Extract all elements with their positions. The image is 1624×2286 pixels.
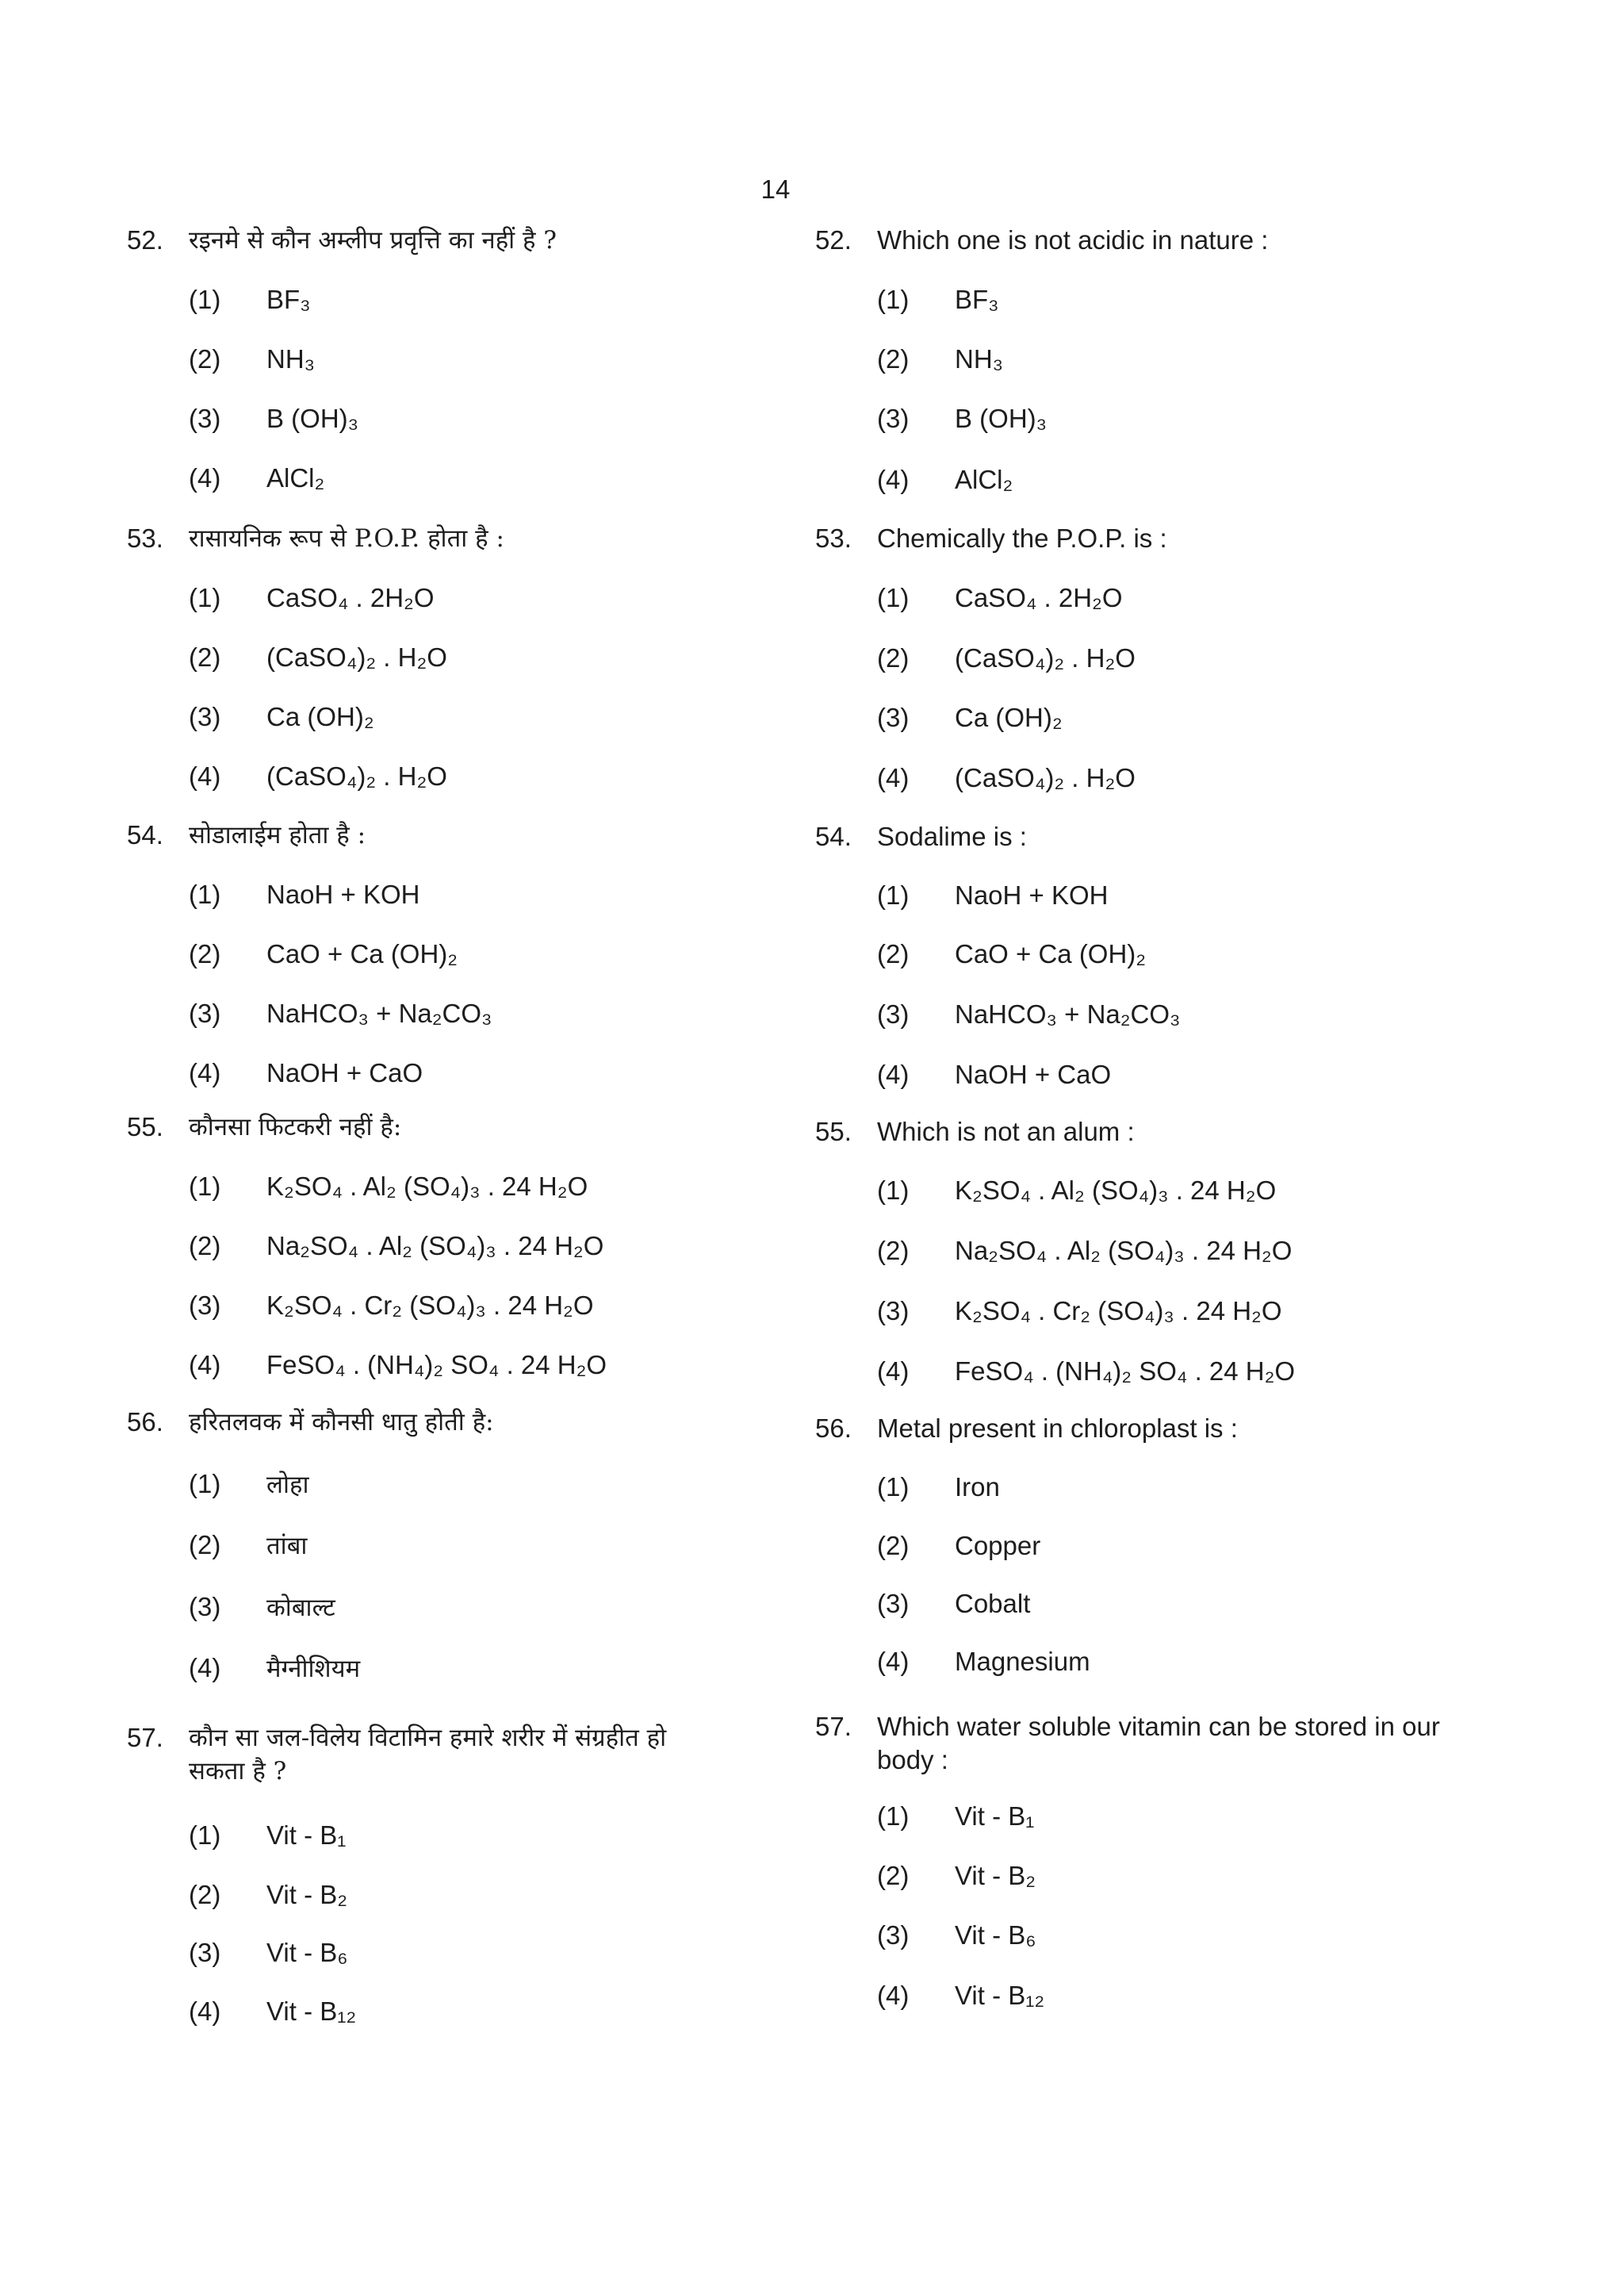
option-text: Vit - B₁ xyxy=(955,1801,1035,1831)
question-53 xyxy=(127,522,730,791)
option-3 xyxy=(877,1295,1282,1328)
option-4 xyxy=(189,1348,607,1382)
option-text: CaSO₄ . 2H₂O xyxy=(266,583,435,612)
option-number: (1) xyxy=(189,880,221,909)
option-2 xyxy=(877,1529,1040,1563)
question-stem xyxy=(127,1406,730,1439)
option-number: (1) xyxy=(877,1472,910,1502)
option-3 xyxy=(189,700,374,734)
option-3 xyxy=(877,1919,1036,1952)
option-number: (3) xyxy=(877,404,910,433)
option-3 xyxy=(189,1289,594,1322)
option-4 xyxy=(189,462,324,495)
option-1 xyxy=(877,283,999,316)
option-text: BF₃ xyxy=(266,285,311,314)
option-text: K₂SO₄ . Al₂ (SO₄)₃ . 24 H₂O xyxy=(266,1172,588,1201)
option-text: तांबा xyxy=(266,1532,308,1560)
question-number: 54. xyxy=(127,820,163,850)
option-text: मैग्नीशियम xyxy=(266,1655,361,1683)
option-4 xyxy=(877,1979,1044,2012)
option-1 xyxy=(877,1174,1276,1207)
question-text: Which one is not acidic in nature : xyxy=(877,225,1269,255)
option-number: (4) xyxy=(877,1060,910,1089)
option-number: (2) xyxy=(189,642,221,672)
option-text: कोबाल्ट xyxy=(266,1594,335,1622)
option-text: Na₂SO₄ . Al₂ (SO₄)₃ . 24 H₂O xyxy=(266,1231,604,1260)
option-1 xyxy=(877,581,1123,615)
option-3 xyxy=(189,1936,348,1970)
question-number: 56. xyxy=(127,1407,163,1436)
question-text: रइनमे से कौन अम्लीप प्रवृत्ति का नहीं है ? xyxy=(189,226,557,255)
question-text: रासायनिक रूप से P.O.P. होता है : xyxy=(189,524,504,553)
option-number: (4) xyxy=(189,1350,221,1379)
option-text: (CaSO₄)₂ . H₂O xyxy=(955,643,1136,673)
option-number: (3) xyxy=(877,1589,910,1618)
option-number: (1) xyxy=(189,1820,221,1850)
option-number: (3) xyxy=(189,1938,221,1967)
option-1 xyxy=(877,1800,1034,1833)
option-1 xyxy=(189,1467,309,1502)
question-number: 55. xyxy=(127,1112,163,1141)
option-number: (2) xyxy=(877,643,910,673)
option-number: (2) xyxy=(189,1530,221,1559)
question-number: 57. xyxy=(815,1712,852,1741)
option-number: (3) xyxy=(877,999,910,1029)
option-4 xyxy=(189,1651,360,1686)
option-number: (2) xyxy=(189,939,221,968)
question-stem xyxy=(815,1710,1450,1777)
question-52 xyxy=(127,224,730,493)
option-text: Vit - B₆ xyxy=(955,1920,1036,1950)
option-number: (3) xyxy=(189,702,221,731)
option-text: K₂SO₄ . Cr₂ (SO₄)₃ . 24 H₂O xyxy=(955,1296,1282,1325)
option-4 xyxy=(189,1057,423,1090)
option-number: (1) xyxy=(877,285,910,314)
option-number: (3) xyxy=(189,999,221,1028)
option-text: NH₃ xyxy=(266,344,316,374)
option-text: Na₂SO₄ . Al₂ (SO₄)₃ . 24 H₂O xyxy=(955,1236,1293,1265)
option-1 xyxy=(189,878,420,911)
question-stem xyxy=(815,224,1450,257)
option-number: (3) xyxy=(877,1920,910,1950)
option-number: (1) xyxy=(877,1801,910,1831)
option-text: FeSO₄ . (NH₄)₂ SO₄ . 24 H₂O xyxy=(955,1356,1296,1386)
option-number: (2) xyxy=(189,344,221,374)
option-1 xyxy=(189,581,435,615)
option-number: (4) xyxy=(189,761,221,791)
option-3 xyxy=(189,1590,335,1624)
option-2 xyxy=(189,1229,603,1263)
option-number: (3) xyxy=(877,1296,910,1325)
option-number: (2) xyxy=(877,939,910,968)
question-stem xyxy=(815,522,1450,555)
option-text: Ca (OH)₂ xyxy=(955,703,1063,732)
question-stem xyxy=(127,224,730,257)
option-text: Cobalt xyxy=(955,1589,1031,1618)
option-number: (1) xyxy=(877,1176,910,1205)
question-text: कौनसा फिटकरी नहीं है: xyxy=(189,1113,402,1141)
question-54 xyxy=(815,820,1450,1089)
question-57 xyxy=(127,1721,730,2026)
option-text: B (OH)₃ xyxy=(955,404,1048,433)
question-stem xyxy=(815,1115,1450,1149)
option-text: BF₃ xyxy=(955,285,999,314)
option-text: NaOH + CaO xyxy=(955,1060,1112,1089)
option-number: (4) xyxy=(877,763,910,792)
option-2 xyxy=(189,1878,347,1912)
option-text: Vit - B₁₂ xyxy=(266,1996,357,2026)
option-text: FeSO₄ . (NH₄)₂ SO₄ . 24 H₂O xyxy=(266,1350,607,1379)
option-text: AlCl₂ xyxy=(955,465,1013,494)
option-number: (4) xyxy=(189,1058,221,1087)
question-text: हरितलवक में कौनसी धातु होती है: xyxy=(189,1408,494,1436)
question-text: कौन सा जल-विलेय विटामिन हमारे शरीर में संग्रहीत हो सकता है ? xyxy=(189,1724,667,1785)
option-2 xyxy=(877,1859,1036,1893)
question-text: Metal present in chloroplast is : xyxy=(877,1413,1238,1443)
question-stem xyxy=(127,1110,730,1144)
option-4 xyxy=(877,463,1013,497)
option-number: (2) xyxy=(877,1531,910,1560)
question-stem xyxy=(127,819,730,852)
option-2 xyxy=(189,938,458,971)
option-number: (3) xyxy=(189,404,221,433)
option-4 xyxy=(877,761,1136,795)
option-text: (CaSO₄)₂ . H₂O xyxy=(266,761,447,791)
option-text: Iron xyxy=(955,1472,1000,1502)
option-number: (2) xyxy=(877,1236,910,1265)
question-text: Which water soluble vitamin can be stored in our body : xyxy=(877,1712,1440,1774)
option-text: Magnesium xyxy=(955,1647,1090,1676)
question-55 xyxy=(815,1115,1450,1386)
option-4 xyxy=(189,760,447,793)
question-57 xyxy=(815,1710,1450,2010)
question-text: सोडालाईम होता है : xyxy=(189,821,366,850)
question-stem xyxy=(127,522,730,555)
question-text: Which is not an alum : xyxy=(877,1117,1135,1146)
option-number: (2) xyxy=(877,1861,910,1890)
option-1 xyxy=(189,1819,346,1852)
option-text: B (OH)₃ xyxy=(266,404,359,433)
option-text: CaO + Ca (OH)₂ xyxy=(955,939,1147,968)
option-3 xyxy=(877,1587,1030,1621)
question-number: 53. xyxy=(127,524,163,553)
question-stem xyxy=(127,1721,730,1788)
option-number: (1) xyxy=(189,583,221,612)
option-2 xyxy=(189,641,447,674)
question-text: Sodalime is : xyxy=(877,822,1027,851)
question-55 xyxy=(127,1110,730,1379)
option-4 xyxy=(877,1645,1090,1678)
option-text: Copper xyxy=(955,1531,1041,1560)
option-text: लोहा xyxy=(266,1471,309,1499)
option-number: (2) xyxy=(189,1880,221,1909)
option-number: (1) xyxy=(189,1469,221,1498)
question-number: 52. xyxy=(815,225,852,255)
option-number: (3) xyxy=(189,1291,221,1320)
question-stem xyxy=(815,820,1450,853)
question-number: 56. xyxy=(815,1413,852,1443)
option-3 xyxy=(189,402,358,435)
option-3 xyxy=(877,701,1063,735)
question-number: 57. xyxy=(127,1723,163,1752)
option-number: (3) xyxy=(877,703,910,732)
option-number: (4) xyxy=(189,463,221,493)
question-52 xyxy=(815,224,1450,494)
option-number: (1) xyxy=(189,1172,221,1201)
page-number: 14 xyxy=(760,175,791,204)
option-2 xyxy=(189,1528,307,1563)
question-53 xyxy=(815,522,1450,792)
option-number: (4) xyxy=(189,1996,221,2026)
option-text: Vit - B₁₂ xyxy=(955,1981,1045,2010)
option-number: (4) xyxy=(189,1653,221,1682)
option-number: (2) xyxy=(877,344,910,374)
option-4 xyxy=(877,1058,1111,1091)
option-2 xyxy=(189,343,315,376)
option-3 xyxy=(877,402,1047,435)
option-number: (4) xyxy=(877,1647,910,1676)
option-3 xyxy=(189,997,492,1030)
option-text: Vit - B₂ xyxy=(955,1861,1036,1890)
question-text: Chemically the P.O.P. is : xyxy=(877,524,1167,553)
option-2 xyxy=(877,938,1146,971)
option-text: (CaSO₄)₂ . H₂O xyxy=(955,763,1136,792)
option-2 xyxy=(877,1234,1292,1268)
question-number: 54. xyxy=(815,822,852,851)
option-4 xyxy=(189,1995,356,2028)
question-56 xyxy=(815,1412,1450,1676)
option-1 xyxy=(877,1471,1000,1504)
option-text: AlCl₂ xyxy=(266,463,325,493)
option-text: NaHCO₃ + Na₂CO₃ xyxy=(266,999,492,1028)
option-2 xyxy=(877,343,1003,376)
option-text: (CaSO₄)₂ . H₂O xyxy=(266,642,447,672)
option-number: (1) xyxy=(877,880,910,910)
option-text: K₂SO₄ . Al₂ (SO₄)₃ . 24 H₂O xyxy=(955,1176,1277,1205)
option-text: NH₃ xyxy=(955,344,1004,374)
question-54 xyxy=(127,819,730,1087)
option-number: (4) xyxy=(877,465,910,494)
question-number: 53. xyxy=(815,524,852,553)
option-text: Vit - B₂ xyxy=(266,1880,348,1909)
option-number: (1) xyxy=(189,285,221,314)
option-1 xyxy=(189,1170,588,1203)
question-stem xyxy=(815,1412,1450,1445)
option-number: (1) xyxy=(877,583,910,612)
option-4 xyxy=(877,1355,1295,1388)
option-text: Ca (OH)₂ xyxy=(266,702,374,731)
option-text: NaHCO₃ + Na₂CO₃ xyxy=(955,999,1181,1029)
option-text: NaoH + KOH xyxy=(266,880,420,909)
option-text: Vit - B₆ xyxy=(266,1938,348,1967)
option-3 xyxy=(877,998,1181,1031)
option-number: (2) xyxy=(189,1231,221,1260)
question-number: 52. xyxy=(127,225,163,255)
option-1 xyxy=(189,283,311,316)
option-text: NaOH + CaO xyxy=(266,1058,423,1087)
question-56 xyxy=(127,1406,730,1683)
option-text: K₂SO₄ . Cr₂ (SO₄)₃ . 24 H₂O xyxy=(266,1291,594,1320)
option-text: NaoH + KOH xyxy=(955,880,1109,910)
option-text: Vit - B₁ xyxy=(266,1820,347,1850)
option-2 xyxy=(877,642,1136,675)
option-1 xyxy=(877,879,1109,912)
option-text: CaSO₄ . 2H₂O xyxy=(955,583,1123,612)
question-number: 55. xyxy=(815,1117,852,1146)
option-number: (3) xyxy=(189,1592,221,1621)
option-number: (4) xyxy=(877,1356,910,1386)
option-text: CaO + Ca (OH)₂ xyxy=(266,939,458,968)
option-number: (4) xyxy=(877,1981,910,2010)
